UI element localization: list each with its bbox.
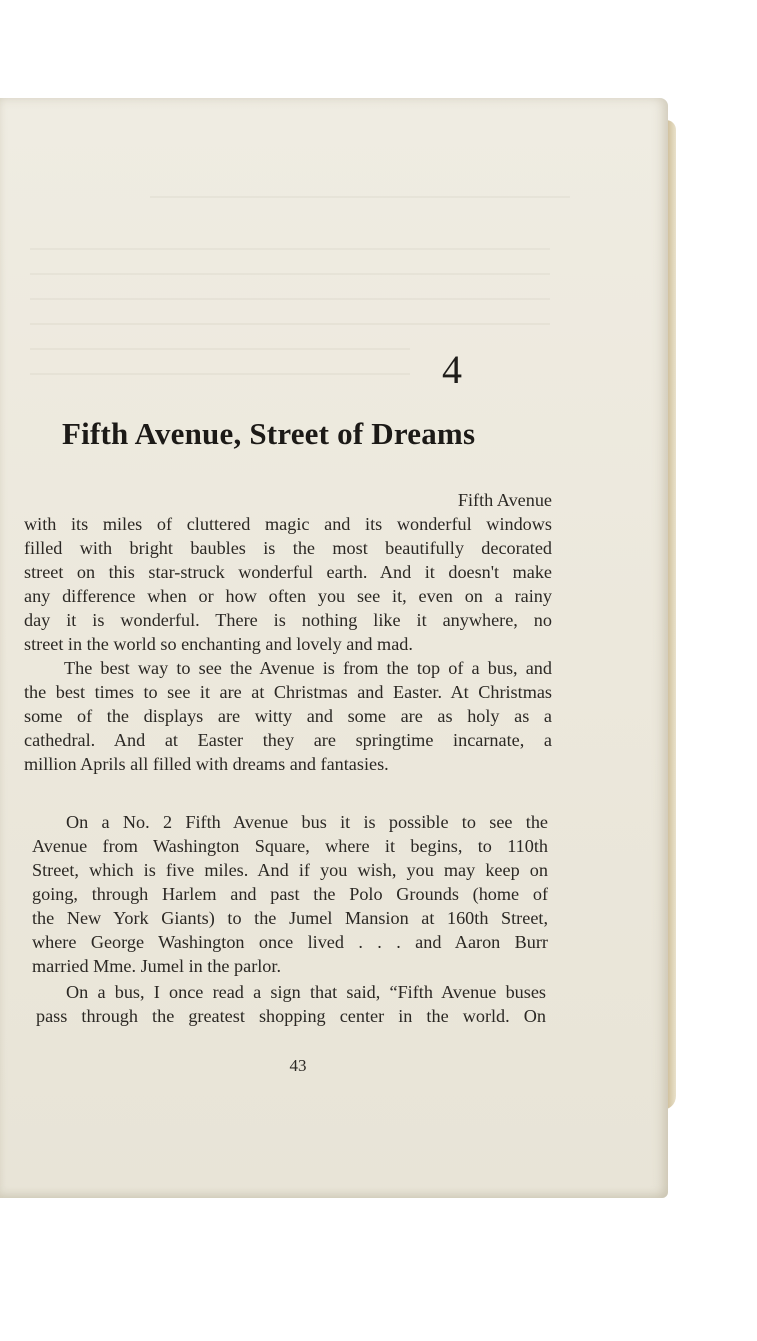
paragraph-line: pass through the greatest shopping center in the world. On	[36, 1006, 546, 1026]
paragraph-4	[36, 980, 546, 1028]
paragraph-line: any difference when or how often you see it, even on a rainy	[24, 586, 552, 606]
paragraph-2	[24, 656, 552, 776]
chapter-title: Fifth Avenue, Street of Dreams	[62, 416, 476, 451]
paragraph-line: the New York Giants) to the Jumel Mansion at 160th Street,	[32, 908, 548, 928]
paragraph-line: million Aprils all filled with dreams and fantasies.	[24, 754, 389, 774]
paragraph-line: Avenue from Washington Square, where it begins, to 110th	[32, 836, 548, 856]
paragraph-line: Fifth Avenue	[457, 490, 552, 510]
paragraph-line: where George Washington once lived . . . and Aaron Burr	[32, 932, 548, 952]
paragraph-line: cathedral. And at Easter they are springtime incarnate, a	[24, 730, 552, 750]
book-page	[0, 98, 668, 1198]
paragraph-line: going, through Harlem and past the Polo Grounds (home of	[32, 884, 548, 904]
page-number: 43	[289, 1056, 307, 1075]
paragraph-line: The best way to see the Avenue is from the top of a bus, and	[64, 658, 552, 678]
paragraph-line: married Mme. Jumel in the parlor.	[32, 956, 282, 976]
paragraph-line: the best times to see it are at Christmas and Easter. At Christmas	[24, 682, 552, 702]
paragraph-line: with its miles of cluttered magic and its wonderful windows	[24, 514, 552, 534]
paragraph-line: Street, which is five miles. And if you wish, you may keep on	[32, 860, 548, 880]
paragraph-line: street in the world so enchanting and lovely and mad.	[24, 634, 413, 654]
paragraph-line: day it is wonderful. There is nothing like it anywhere, no	[24, 610, 552, 630]
paragraph-line: On a bus, I once read a sign that said, “Fifth Avenue buses	[66, 982, 546, 1002]
paragraph-line: street on this star-struck wonderful earth. And it doesn't make	[24, 562, 552, 582]
paragraph-line: filled with bright baubles is the most beautifully decorated	[24, 538, 552, 558]
paragraph-1	[24, 488, 552, 656]
paragraph-line: some of the displays are witty and some are as holy as a	[24, 706, 552, 726]
paragraph-3	[32, 810, 548, 978]
paragraph-line: On a No. 2 Fifth Avenue bus it is possible to see the	[66, 812, 548, 832]
chapter-number: 4	[442, 347, 462, 392]
